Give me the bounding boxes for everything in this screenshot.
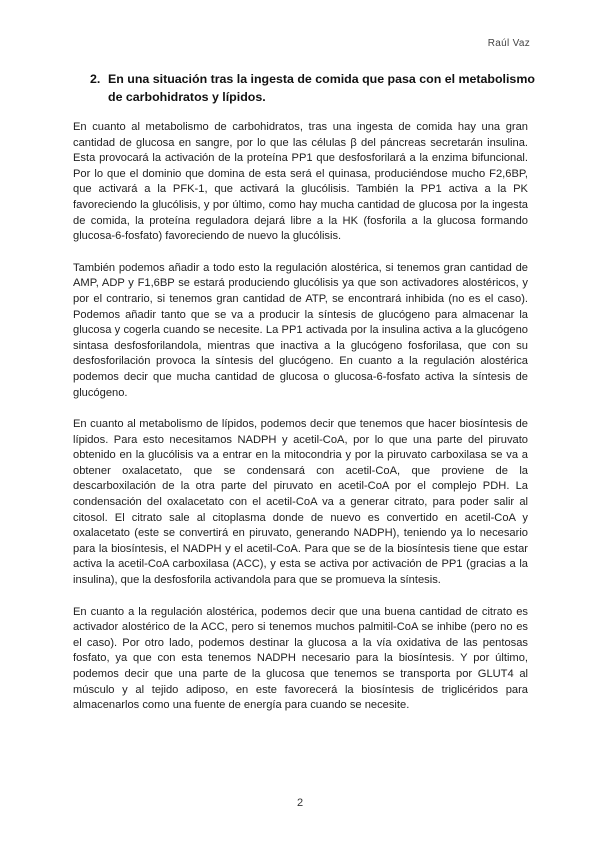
header-author: Raúl Vaz	[487, 38, 530, 49]
section-number: 2.	[90, 72, 101, 86]
paragraph-allosteric-regulation-lipids: En cuanto a la regulación alostérica, podemos decir que una buena cantidad de citrato es activador alostérico de la ACC, pero si tenemos muchos palmitil-CoA se inhibe (pero no es el caso). Por otro lado, podemos destinar la glucosa a la vía oxidativa de las pentosas fosfato, ya que con esta tenemos NADPH necesario para la biosíntesis. Y por último, podemos decir que una parte de la glucosa que tenemos se transporta por GLUT4 al músculo y al tejido adiposo, en este favorecerá la biosíntesis de triglicéridos para almacenarlos como una fuente de energía para cuando se necesite.	[73, 605, 528, 712]
section-title: En una situación tras la ingesta de comida que pasa con el metabolismo de carbohidratos y lípidos.	[108, 72, 535, 104]
section-heading	[90, 70, 535, 106]
page-number: 2	[296, 797, 304, 809]
paragraph-lipid-metabolism: En cuanto al metabolismo de lípidos, podemos decir que tenemos que hacer biosíntesis de lípidos. Para esto necesitamos NADPH y acetil-CoA, por lo que una parte del piruvato obtenido en la glucólisis va a entrar en la mitocondria y por la piruvato carboxilasa se va a obtener oxalacetato, que se condensará con acetil-CoA, que proviene de la descarboxilación de la otra parte del piruvato en acetil-CoA por el complejo PDH. La condensación del oxalacetato con el acetil-CoA va a generar citrato, para poder salir al citosol. El citrato sale al citoplasma donde de nuevo es convertido en acetil-CoA y oxalacetato (este se convertirá en piruvato, generando NADPH), teniendo ya lo necesario para la biosíntesis, el NADPH y el acetil-CoA. Para que se de la biosíntesis tiene que estar activa la acetil-CoA carboxilasa (ACC), y esta se activa por activación de PP1 (gracias a la insulina), que la desfosforila activandola para que se promueva la síntesis.	[73, 418, 528, 587]
body-text	[73, 120, 528, 730]
paragraph-allosteric-regulation-glycolysis: También podemos añadir a todo esto la regulación alostérica, si tenemos gran cantidad de AMP, ADP y F1,6BP se estará produciendo glucólisis ya que son activadores alostéricos, y por el contrario, si tenemos gran cantidad de ATP, se encontrará inhibida (no es el caso). Podemos añadir tanto que se va a producir la síntesis de glucógeno para almacenar la glucosa y cogerla cuando se necesite. La PP1 activada por la insulina activa a la glucógeno sintasa desfosforilandola, mientras que inactiva a la glucógeno fosforilasa, que con su desfosforilación provoca la síntesis del glucógeno. En cuanto a la regulación alostérica podemos decir que mucha cantidad de glucosa o glucosa-6-fosfato activa la síntesis de glucógeno.	[73, 261, 528, 399]
paragraph-carbohydrate-metabolism: En cuanto al metabolismo de carbohidratos, tras una ingesta de comida hay una gran cantidad de glucosa en sangre, por lo que las células β del páncreas secretarán insulina. Esta provocará la activación de la proteína PP1 que desfosforilará a la enzima bifuncional. Por lo que el dominio que domina de esta será el quinasa, produciéndose mucho F2,6BP, que activará a la PFK-1, que activará la glucólisis. También la PP1 activa a la PK favoreciendo la glucólisis, y por último, como hay mucha cantidad de glucosa por la ingesta de comida, la proteína reguladora dejará libre a la HK (fosforila a la glucosa formando glucosa-6-fosfato) favoreciendo de nuevo la glucólisis.	[73, 121, 528, 243]
